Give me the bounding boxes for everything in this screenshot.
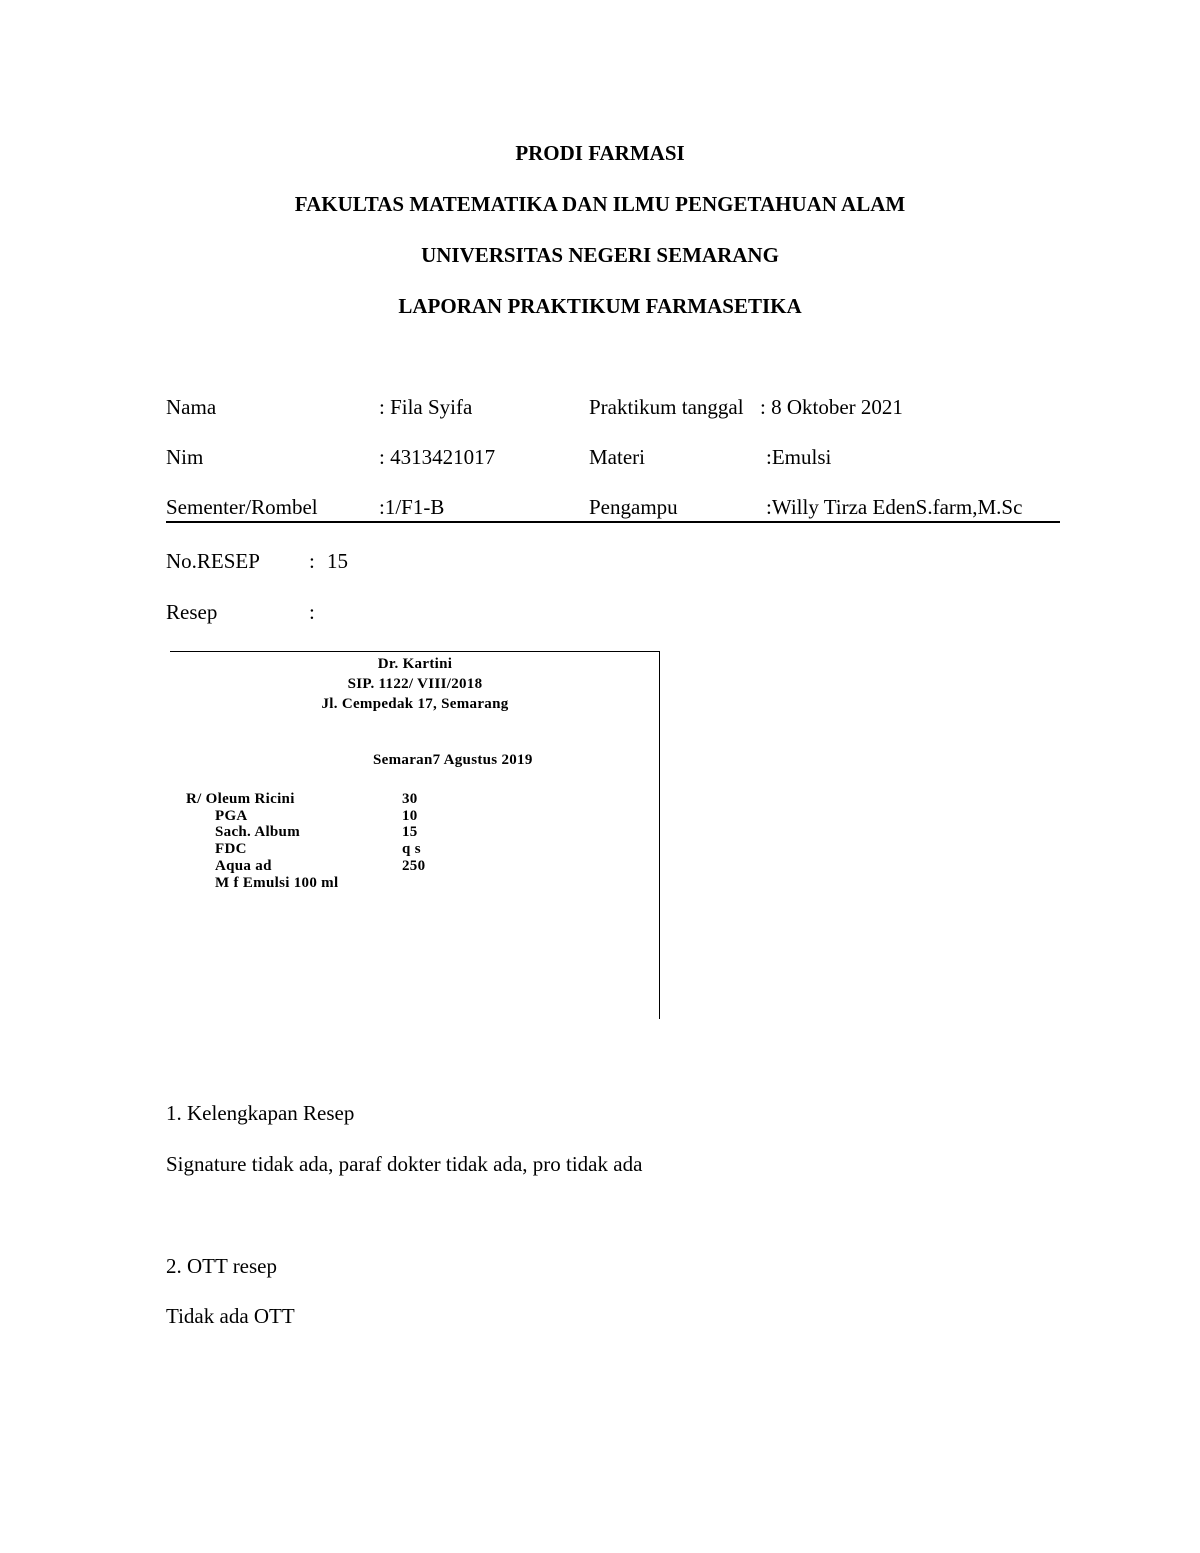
section-1-body: Signature tidak ada, paraf dokter tidak ada, pro tidak ada: [166, 1152, 643, 1176]
header-universitas: UNIVERSITAS NEGERI SEMARANG: [421, 243, 779, 267]
semester-label: Sementer/Rombel: [166, 495, 318, 519]
nim-value: : 4313421017: [379, 445, 496, 469]
resep-separator: :: [309, 600, 315, 624]
rx-item-qty: 10: [402, 808, 418, 824]
nama-label: Nama: [166, 395, 217, 419]
header-fakultas: FAKULTAS MATEMATIKA DAN ILMU PENGETAHUAN ALAM: [294, 192, 906, 216]
rx-item-name: Aqua ad: [215, 858, 272, 874]
semester-value: :1/F1-B: [379, 495, 445, 519]
rx-date: Semaran7 Agustus 2019: [373, 752, 533, 768]
resep-label: Resep: [166, 600, 218, 624]
rx-address: Jl. Cempedak 17, Semarang: [321, 696, 509, 712]
materi-value: :Emulsi: [766, 445, 832, 469]
prescription-image: [170, 651, 660, 1019]
rx-sip: SIP. 1122/ VIII/2018: [347, 676, 483, 692]
rx-item-name: Sach. Album: [215, 824, 300, 840]
section-2-title: 2. OTT resep: [166, 1254, 277, 1278]
no-resep-value: 15: [327, 549, 348, 573]
rx-item-name: R/ Oleum Ricini: [186, 791, 295, 807]
rx-item-name: FDC: [215, 841, 247, 857]
no-resep-label: No.RESEP: [166, 549, 260, 573]
tanggal-value: : 8 Oktober 2021: [760, 395, 903, 419]
header-laporan: LAPORAN PRAKTIKUM FARMASETIKA: [398, 294, 802, 318]
section-1-title: 1. Kelengkapan Resep: [166, 1101, 355, 1125]
pengampu-value: :Willy Tirza EdenS.farm,M.Sc: [766, 495, 1023, 519]
rx-item-qty: 15: [402, 824, 418, 840]
rx-doctor-name: Dr. Kartini: [377, 656, 453, 672]
nim-label: Nim: [166, 445, 204, 469]
header-prodi: PRODI FARMASI: [515, 141, 685, 165]
rx-item-name: M f Emulsi 100 ml: [215, 875, 339, 891]
header-divider: [166, 521, 1060, 523]
materi-label: Materi: [589, 445, 645, 469]
rx-item-qty: 250: [402, 858, 426, 874]
rx-item-name: PGA: [215, 808, 248, 824]
tanggal-label: Praktikum tanggal: [589, 395, 744, 419]
no-resep-separator: :: [309, 549, 315, 573]
rx-item-qty: q s: [402, 841, 421, 857]
nama-value: : Fila Syifa: [379, 395, 473, 419]
pengampu-label: Pengampu: [589, 495, 678, 519]
rx-item-qty: 30: [402, 791, 418, 807]
section-2-body: Tidak ada OTT: [166, 1304, 295, 1328]
